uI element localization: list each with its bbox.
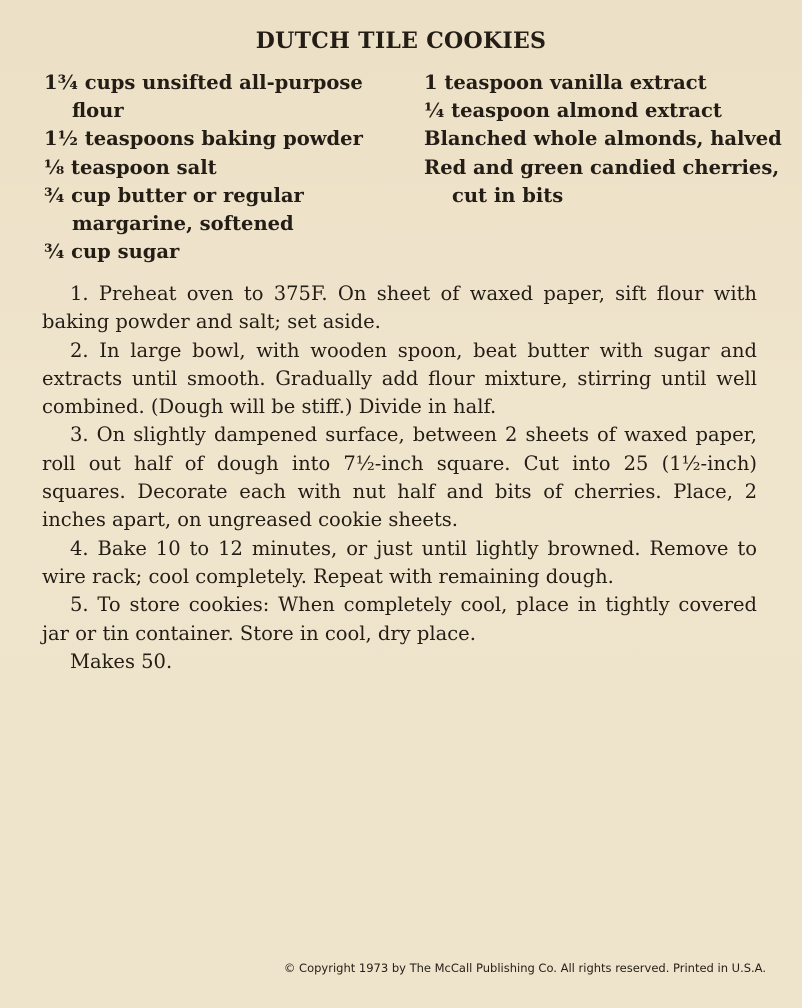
ingredient-item: Red and green candied cherries, cut in bits [424, 155, 780, 207]
ingredient-item: 1½ teaspoons baking powder [44, 127, 363, 151]
step-4: 4. Bake 10 to 12 minutes, or just until lightly browned. Remove to wire rack; cool completely. Repeat with remaining dough. [42, 536, 757, 588]
recipe-steps [42, 280, 757, 676]
step-5: 5. To store cookies: When completely cool, place in tightly covered jar or tin container. Store in cool, dry place. [42, 593, 757, 645]
copyright-notice: © Copyright 1973 by The McCall Publishing Co. All rights reserved. Printed in U.S.A. [283, 961, 766, 975]
recipe-yield: Makes 50. [70, 649, 173, 673]
ingredient-item: 1¾ cups unsifted all-purpose flour [44, 71, 363, 123]
ingredients-right-column [424, 69, 784, 210]
step-1: 1. Preheat oven to 375F. On sheet of waxed paper, sift flour with baking powder and salt; set aside. [42, 282, 757, 334]
ingredient-item: 1 teaspoon vanilla extract [424, 71, 707, 94]
ingredients-left-column [44, 69, 404, 266]
step-3: 3. On slightly dampened surface, between 2 sheets of waxed paper, roll out half of dough into 7½-inch square. Cut into 25 (1½-inch) squares. Decorate each with nut half and bits of cherries. Place, 2 inches apart, on ungreased cookie sheets. [42, 423, 757, 532]
ingredient-item: Blanched whole almonds, halved [424, 127, 782, 151]
ingredient-item: ¾ cup butter or regular margarine, softened [44, 183, 304, 236]
recipe-title: DUTCH TILE COOKIES [255, 28, 547, 54]
step-2: 2. In large bowl, with wooden spoon, beat butter with sugar and extracts until smooth. Gradually add flour mixture, stirring until well combined. (Dough will be stiff.) Divide in half. [42, 338, 757, 419]
ingredient-item: ¼ teaspoon almond extract [424, 99, 722, 123]
ingredient-item: ¾ cup sugar [44, 240, 180, 264]
ingredient-item: ⅛ teaspoon salt [44, 155, 217, 179]
